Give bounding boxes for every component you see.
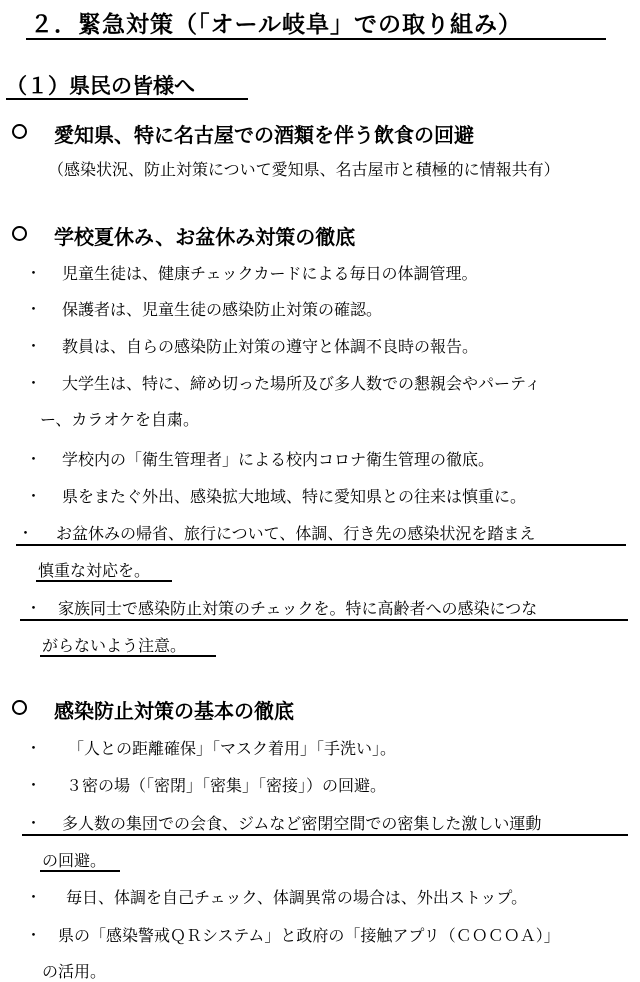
page-title: ２．緊急対策（「オール岐阜」での取り組み）	[30, 12, 523, 38]
list-item-continuation: 慎重な対応を。	[38, 561, 151, 580]
bullet-dot: ・	[26, 739, 42, 757]
bullet-dot: ・	[26, 487, 42, 505]
list-item: 大学生は、特に、締め切った場所及び多人数での懇親会やパーティ	[62, 374, 541, 393]
section-heading: 学校夏休み、お盆休み対策の徹底	[54, 225, 356, 249]
circle-bullet-icon	[12, 124, 27, 139]
bullet-dot: ・	[26, 926, 42, 944]
bullet-dot: ・	[26, 337, 42, 355]
bullet-dot: ・	[26, 374, 42, 392]
list-item: ３密の場（「密閉」「密集」「密接」）の回避。	[66, 776, 387, 795]
bullet-dot: ・	[26, 814, 42, 832]
list-item-continuation: の活用。	[42, 962, 107, 981]
list-item: 県をまたぐ外出、感染拡大地域、特に愛知県との往来は慎重に。	[62, 487, 527, 506]
circle-bullet-icon	[12, 226, 27, 241]
list-item-continuation: がらないよう注意。	[42, 636, 187, 655]
circle-bullet-icon	[12, 700, 27, 715]
list-item-continuation: ー、カラオケを自粛。	[40, 410, 200, 429]
text-underline	[16, 544, 626, 546]
title-underline	[26, 38, 606, 40]
text-underline	[36, 580, 172, 582]
section-heading: 感染防止対策の基本の徹底	[54, 699, 294, 723]
text-underline	[20, 619, 628, 621]
list-item-continuation: の回避。	[42, 851, 107, 870]
subtitle-underline	[6, 98, 248, 100]
bullet-dot: ・	[26, 776, 42, 794]
section-subtitle: （１）県民の皆様へ	[6, 74, 195, 98]
section-heading: 愛知県、特に名古屋での酒類を伴う飲食の回避	[54, 123, 474, 147]
text-underline	[40, 870, 120, 872]
text-underline	[22, 834, 628, 836]
list-item: 教員は、自らの感染防止対策の遵守と体調不良時の報告。	[62, 337, 479, 356]
bullet-dot: ・	[26, 300, 42, 318]
list-item: 学校内の「衛生管理者」による校内コロナ衛生管理の徹底。	[62, 450, 495, 469]
list-item-underlined: 家族同士で感染防止対策のチェックを。特に高齢者への感染につな	[58, 599, 538, 618]
bullet-dot: ・	[18, 524, 34, 542]
list-item: 児童生徒は、健康チェックカードによる毎日の体調管理。	[62, 264, 478, 283]
list-item-underlined: 多人数の集団での会食、ジムなど密閉空間での密集した激しい運動	[62, 814, 542, 833]
list-item-underlined: お盆休みの帰省、旅行について、体調、行き先の感染状況を踏まえ	[56, 524, 536, 543]
bullet-dot: ・	[26, 264, 42, 282]
list-item: 「人との距離確保」「マスク着用」「手洗い」。	[68, 739, 397, 758]
list-item: 県の「感染警戒ＱＲシステム」と政府の「接触アプリ（ＣＯＣＯＡ）」	[58, 926, 560, 945]
list-item: 保護者は、児童生徒の感染防止対策の確認。	[62, 300, 383, 319]
text-underline	[40, 655, 216, 657]
bullet-dot: ・	[26, 450, 42, 468]
section-note: （感染状況、防止対策について愛知県、名古屋市と積極的に情報共有）	[48, 160, 560, 179]
list-item: 毎日、体調を自己チェック、体調異常の場合は、外出ストップ。	[66, 888, 528, 907]
bullet-dot: ・	[26, 599, 42, 617]
bullet-dot: ・	[26, 888, 42, 906]
